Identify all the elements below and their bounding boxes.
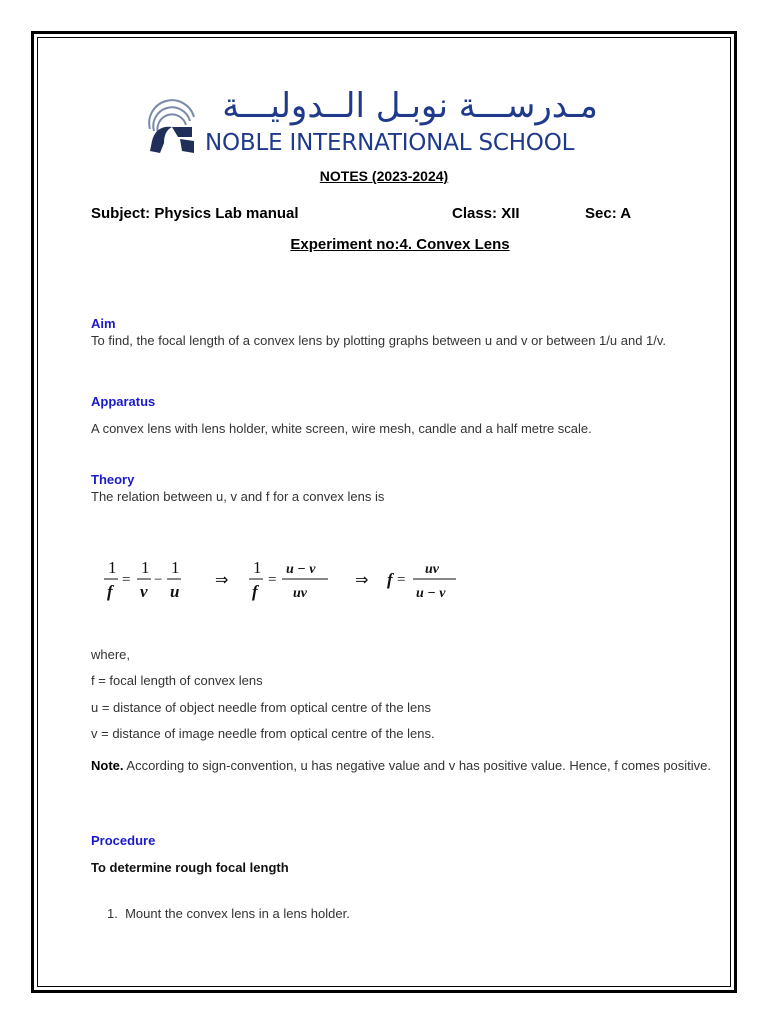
implies-icon: ⇒ (355, 570, 369, 589)
formula-uv: uv (425, 562, 439, 577)
notes-title: NOTES (2023-2024) (319, 168, 449, 184)
where-label: where, (91, 647, 131, 662)
formula-one: 1 (171, 558, 180, 577)
procedure-heading: Procedure (91, 833, 156, 848)
formula-minus: − (154, 572, 163, 588)
formula-eq: = (397, 572, 406, 588)
implies-icon: ⇒ (215, 570, 229, 589)
aim-text: To find, the focal length of a convex lens by plotting graphs between u and v or between 1/u and 1/v. (91, 333, 667, 348)
note-label: Note. (91, 758, 124, 773)
formula-v: v (140, 582, 148, 601)
formula-f: f (107, 582, 113, 601)
formula-one: 1 (108, 558, 117, 577)
apparatus-text: A convex lens with lens holder, white screen, wire mesh, candle and a half metre scale. (91, 421, 592, 436)
v-definition: v = distance of image needle from optical centre of the lens. (91, 726, 435, 741)
note-text: According to sign-convention, u has negative value and v has positive value. Hence, f comes positive. (123, 758, 712, 773)
formula-eq: = (268, 572, 277, 588)
formula-f: f (387, 570, 393, 589)
class-label: Class: XII (452, 205, 520, 222)
theory-text: The relation between u, v and f for a convex lens is (91, 489, 385, 504)
experiment-title: Experiment no:4. Convex Lens (290, 236, 510, 253)
procedure-subheading: To determine rough focal length (91, 860, 289, 875)
u-definition: u = distance of object needle from optical centre of the lens (91, 700, 432, 715)
school-logo-icon (142, 97, 202, 157)
formula-u: u (170, 582, 180, 601)
lens-formula (100, 553, 500, 613)
formula-eq: = (122, 572, 131, 588)
aim-heading: Aim (91, 316, 116, 331)
f-definition: f = focal length of convex lens (91, 673, 263, 688)
section-label: Sec: A (585, 205, 632, 222)
theory-heading: Theory (91, 472, 135, 487)
apparatus-heading: Apparatus (91, 394, 156, 409)
formula-one: 1 (141, 558, 150, 577)
school-name-arabic: مـدرســـة نوبـل الــدوليـــة (222, 86, 598, 126)
sign-convention-note (91, 753, 721, 779)
step-number: 1. (107, 906, 118, 921)
formula-one: 1 (253, 558, 262, 577)
subject-label: Subject: Physics Lab manual (91, 205, 299, 222)
formula-f: f (252, 582, 258, 601)
formula-uv: uv (293, 586, 307, 601)
school-name-english: NOBLE INTERNATIONAL SCHOOL (205, 130, 575, 156)
list-item (107, 906, 350, 921)
formula-u-minus-v: u − v (416, 586, 446, 601)
formula-u-minus-v: u − v (286, 562, 316, 577)
step-text: Mount the convex lens in a lens holder. (125, 906, 350, 921)
